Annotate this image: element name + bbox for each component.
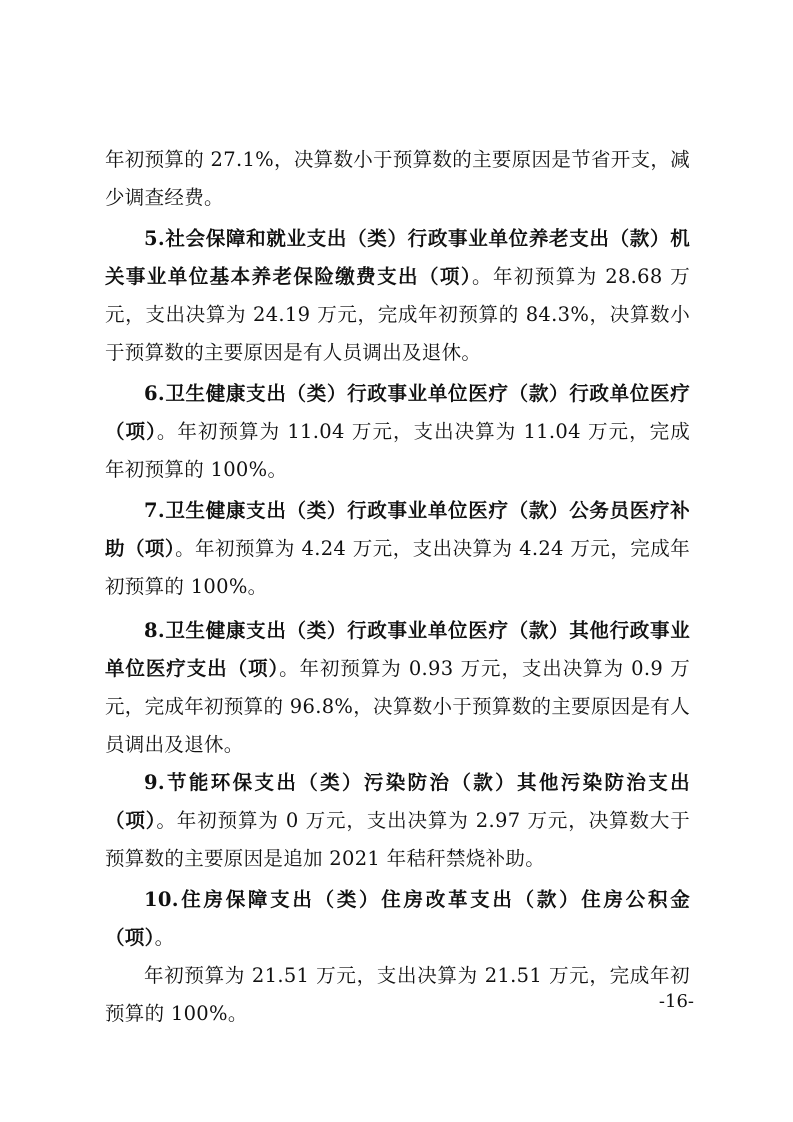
paragraph-body: 年初预算的 27.1%，决算数小于预算数的主要原因是节省开支，减少调查经费。 [105,148,690,209]
paragraph-heading: 5.社会保障和就业支出（类）行政事业单位养老支出（款）机关事业单位基本养老保险缴费支出（项） [105,227,690,288]
paragraph-body: 。年初预算为 11.04 万元，支出决算为 11.04 万元，完成年初预算的 100%。 [105,420,690,481]
paragraph-item-4-continued [105,141,690,217]
page-number: -16- [658,991,694,1012]
paragraph-item-9 [105,764,690,878]
paragraph-body: 。年初预算为 4.24 万元，支出决算为 4.24 万元，完成年初预算的 100%。 [105,537,690,598]
paragraph-body: 。年初预算为 28.68 万元，支出决算为 24.19 万元，完成年初预算的 84.3%，决算数小于预算数的主要原因是有人员调出及退休。 [105,265,691,364]
page-content [105,141,690,1033]
paragraph-item-7 [105,492,690,606]
paragraph-item-5 [105,220,690,372]
paragraph-item-10-body [105,957,690,1033]
paragraph-body: 。年初预算为 0 万元，支出决算为 2.97 万元，决算数大于预算数的主要原因是追加 2021 年秸秆禁烧补助。 [105,809,691,870]
paragraph-body: 。年初预算为 0.93 万元，支出决算为 0.9 万元，完成年初预算的 96.8%，决算数小于预算数的主要原因是有人员调出及退休。 [105,657,690,756]
paragraph-heading: 6.卫生健康支出（类）行政事业单位医疗（款）行政单位医疗（项） [105,382,690,443]
paragraph-item-6 [105,375,690,489]
paragraph-body: 。 [154,926,175,949]
paragraph-item-8 [105,612,690,764]
paragraph-heading: 9.节能环保支出（类）污染防治（款）其他污染防治支出（项） [105,771,690,832]
paragraph-heading: 8.卫生健康支出（类）行政事业单位医疗（款）其他行政事业单位医疗支出（项） [105,619,690,680]
paragraph-item-10 [105,881,690,957]
paragraph-body: 年初预算为 21.51 万元，支出决算为 21.51 万元，完成年初预算的 100%。 [105,964,690,1025]
paragraph-heading: 10.住房保障支出（类）住房改革支出（款）住房公积金（项） [105,888,690,949]
paragraph-heading: 7.卫生健康支出（类）行政事业单位医疗（款）公务员医疗补助（项） [105,499,690,560]
